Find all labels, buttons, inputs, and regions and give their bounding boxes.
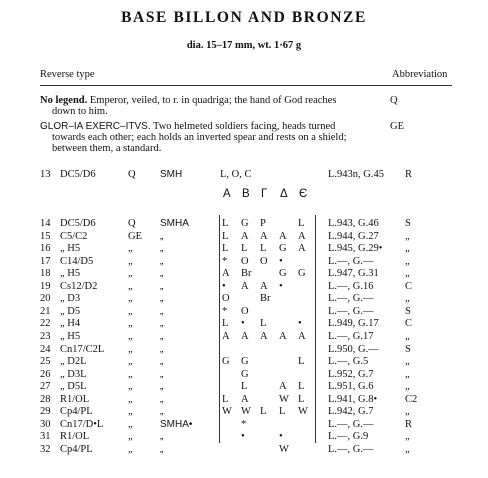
row-officina-mark: W <box>298 406 308 418</box>
row-bust: Cn17/C2L <box>60 343 105 355</box>
row-bust: C5/C2 <box>60 230 88 242</box>
row-mintmark: „ <box>160 381 164 393</box>
row-reference: L.—, G.— <box>328 305 374 317</box>
row-abbreviation: „ <box>405 381 410 393</box>
row-bust: „ D5 <box>60 305 81 317</box>
row-officina-mark: G <box>279 268 287 280</box>
table-row <box>0 431 488 443</box>
row-abbreviation: S <box>405 218 411 229</box>
row-officina-mark: Br <box>260 293 271 305</box>
row-reference: L.947, G.31 <box>328 268 379 280</box>
row-mintmark: „ <box>160 330 164 342</box>
row-reference: L.942, G.7 <box>328 406 374 418</box>
row-mintmark: SMH <box>160 169 183 180</box>
row-officina-mark: A <box>298 330 306 342</box>
row-bust: DC5/D6 <box>60 169 96 180</box>
row-bust: „ D3 <box>60 293 81 305</box>
row-type: „ <box>128 393 133 405</box>
row-reference: L.—, G.17 <box>328 330 374 342</box>
table-row <box>0 356 488 368</box>
row-mintmark: „ <box>160 230 164 242</box>
row-officina-mark: W <box>222 406 232 418</box>
row-mintmark: „ <box>160 318 164 330</box>
row-abbreviation: „ <box>405 406 410 418</box>
row-type: „ <box>128 280 133 292</box>
row-reference: L.—, G.— <box>328 443 374 455</box>
row-bust: Cs12/D2 <box>60 280 98 292</box>
greek-header-beta: Β <box>242 188 250 200</box>
row-officina-mark: • <box>279 255 283 267</box>
row-officina-mark: G <box>241 218 249 229</box>
row-officina-mark: L <box>260 243 267 255</box>
row-abbreviation: S <box>405 305 411 317</box>
table-row <box>0 268 488 280</box>
row-number: 32 <box>40 443 51 455</box>
row-bust: „ D2L <box>60 356 87 368</box>
row-mintmark: „ <box>160 280 164 292</box>
row-reference: L.945, G.29• <box>328 243 383 255</box>
row-number: 28 <box>40 393 51 405</box>
row-officina-mark: • <box>279 280 283 292</box>
row-number: 27 <box>40 381 51 393</box>
legend-text: Emperor, veiled, to r. in quadriga; the hand of God reaches <box>87 95 337 106</box>
table-row <box>0 369 488 381</box>
row-bust: Cn17/D•L <box>60 418 104 430</box>
row-bust: „ H4 <box>60 318 81 330</box>
row-abbreviation: „ <box>405 255 410 267</box>
page-title: BASE BILLON AND BRONZE <box>121 9 367 26</box>
table-row <box>0 444 488 456</box>
row-reference: L.943n, G.45 <box>328 169 384 180</box>
table-row <box>0 394 488 406</box>
row-officina-mark: L <box>222 318 229 330</box>
row-mintmark: „ <box>160 368 164 380</box>
legend-text-cont: down to him. <box>52 106 108 117</box>
row-officina-mark: A <box>241 280 249 292</box>
row-officina-mark: * <box>241 418 247 430</box>
row-number: 19 <box>40 280 51 292</box>
row-officina-mark: A <box>241 330 249 342</box>
row-officina-mark: A <box>279 330 287 342</box>
row-number: 16 <box>40 243 51 255</box>
row-number: 18 <box>40 268 51 280</box>
legend-entry-glor-ia <box>40 121 385 154</box>
legend-abbr-q: Q <box>390 95 398 106</box>
row-reference: L.—, G.— <box>328 418 374 430</box>
greek-header-delta: Δ <box>280 188 288 200</box>
table-row <box>0 281 488 293</box>
row-bust: DC5/D6 <box>60 218 96 229</box>
row-officina-mark: W <box>279 443 289 455</box>
row-number: 30 <box>40 418 51 430</box>
row-reference: L.949, G.17 <box>328 318 379 330</box>
row-type: „ <box>128 431 133 443</box>
table-row <box>0 381 488 393</box>
table-row <box>0 306 488 318</box>
row-type: „ <box>128 293 133 305</box>
row-officina-mark: O <box>241 305 249 317</box>
legend-lead: No legend. <box>40 95 88 106</box>
row-mintmark: „ <box>160 393 164 405</box>
table-row <box>0 256 488 268</box>
row-officina-mark: L <box>222 243 229 255</box>
table-row <box>0 344 488 356</box>
row-officina-mark: A <box>260 330 268 342</box>
row-abbreviation: R <box>405 418 413 430</box>
row-abbreviation: „ <box>405 443 410 455</box>
row-abbreviation: C <box>405 318 413 330</box>
legend-text: Two helmeted soldiers facing, heads turned <box>150 121 336 132</box>
row-number: 26 <box>40 368 51 380</box>
row-mintmark: „ <box>160 406 164 418</box>
row-bust: Cp4/PL <box>60 443 93 455</box>
row-abbreviation: „ <box>405 243 410 255</box>
row-mintmark: „ <box>160 268 164 280</box>
row-number: 21 <box>40 305 51 317</box>
table-row <box>0 406 488 418</box>
header-rule <box>40 85 452 86</box>
row-bust: Cp4/PL <box>60 406 93 418</box>
row-type: „ <box>128 343 133 355</box>
row-mintmark: SMHA• <box>160 418 193 430</box>
row-officina-mark: Br <box>241 268 252 280</box>
table-row <box>0 231 488 243</box>
row-abbreviation: „ <box>405 356 410 368</box>
legend-text-cont: towards each other; each holds an inverted spear and rests on a shield; <box>52 132 347 143</box>
row-officina-mark: G <box>298 268 306 280</box>
row-officina-mark: P <box>260 218 266 229</box>
row-bust: R1/OL <box>60 393 90 405</box>
row-officina-mark: L <box>222 393 229 405</box>
row-mintmark: SMHA <box>160 218 189 229</box>
row-reference: L.941, G.8• <box>328 393 378 405</box>
row-reference: L.944, G.27 <box>328 230 379 242</box>
row-officina-mark: O <box>260 255 268 267</box>
row-officina-mark: A <box>260 230 268 242</box>
row-bust: „ H5 <box>60 330 81 342</box>
legend-text-cont: between them, a standard. <box>52 143 162 154</box>
row-type: „ <box>128 318 133 330</box>
row-reference: L.952, G.7 <box>328 368 374 380</box>
row-abbreviation: C2 <box>405 393 418 405</box>
page-subtitle: dia. 15–17 mm, wt. 1·67 g <box>186 40 302 51</box>
row-mintmark: „ <box>160 243 164 255</box>
column-header-reverse-type: Reverse type <box>40 69 95 80</box>
row-type: „ <box>128 268 133 280</box>
row-officina-mark: • <box>222 280 226 292</box>
row-abbreviation: „ <box>405 230 410 242</box>
row-mintmark: „ <box>160 431 164 443</box>
row-officina-mark: G <box>222 356 230 368</box>
row-abbreviation: R <box>405 169 413 180</box>
row-bust: „ H5 <box>60 243 81 255</box>
row-reference: L.—, G.— <box>328 293 374 305</box>
row-officina-mark: A <box>241 230 249 242</box>
row-officina-mark: L <box>298 218 305 229</box>
row-number: 14 <box>40 218 51 229</box>
row-officina-mark: • <box>279 431 283 443</box>
row-type: „ <box>128 330 133 342</box>
row-officina-mark: G <box>279 243 287 255</box>
row-officina-mark: W <box>279 393 289 405</box>
row-type: „ <box>128 418 133 430</box>
legend-lead: GLOR–IA EXERC–ITVS. <box>40 121 151 132</box>
row-abbreviation: „ <box>405 268 410 280</box>
row-officina-mark: L <box>241 381 248 393</box>
row-abbreviation: „ <box>405 368 410 380</box>
row-abbreviation: „ <box>405 431 410 443</box>
row-abbreviation: „ <box>405 330 410 342</box>
row-officina-mark: L <box>222 230 229 242</box>
greek-header-gamma: Γ <box>261 188 268 200</box>
row-type: GE <box>128 230 142 242</box>
row-reference: L.—, G.16 <box>328 280 374 292</box>
row-type: „ <box>128 368 133 380</box>
row-officina-mark: O <box>241 255 249 267</box>
row-type: Q <box>128 218 136 229</box>
row-officina-mark: L <box>260 318 267 330</box>
row-number: 22 <box>40 318 51 330</box>
row-mintmark: „ <box>160 293 164 305</box>
row-officina-mark: L <box>260 406 267 418</box>
row-officina-mark: A <box>260 280 268 292</box>
row-type: „ <box>128 381 133 393</box>
row-bust: C14/D5 <box>60 255 94 267</box>
row-type: „ <box>128 305 133 317</box>
row-bust: „ D3L <box>60 368 87 380</box>
row-officina-mark: * <box>222 305 228 317</box>
table-row <box>0 331 488 343</box>
row-number: 15 <box>40 230 51 242</box>
row-reference: L.943, G.46 <box>328 218 379 229</box>
row-officina-mark: O <box>222 293 230 305</box>
row-abbreviation: C <box>405 280 413 292</box>
row-officina: L, O, C <box>220 169 252 180</box>
row-officina-mark: G <box>241 368 249 380</box>
row-officina-mark: A <box>279 381 287 393</box>
row-officina-mark: W <box>241 406 251 418</box>
row-number: 25 <box>40 356 51 368</box>
row-officina-mark: A <box>222 330 230 342</box>
row-type: „ <box>128 356 133 368</box>
row-officina-mark: L <box>298 393 305 405</box>
row-officina-mark: • <box>241 431 245 443</box>
table-row <box>0 243 488 255</box>
row-bust: „ H5 <box>60 268 81 280</box>
row-bust: R1/OL <box>60 431 90 443</box>
row-officina-mark: L <box>298 356 305 368</box>
row-mintmark: „ <box>160 255 164 267</box>
row-reference: L.—, G.— <box>328 255 374 267</box>
legend-abbr-ge: GE <box>390 121 404 132</box>
row-mintmark: „ <box>160 356 164 368</box>
greek-header-epsilon: Є <box>299 188 308 200</box>
table-row <box>0 318 488 330</box>
row-officina-mark: A <box>298 230 306 242</box>
row-reference: L.—, G.9 <box>328 431 369 443</box>
row-officina-mark: L <box>222 218 229 229</box>
row-abbreviation: S <box>405 343 411 355</box>
row-officina-mark: A <box>241 393 249 405</box>
row-officina-mark: • <box>241 318 245 330</box>
row-number: 29 <box>40 406 51 418</box>
table-row <box>0 169 488 181</box>
row-abbreviation: „ <box>405 293 410 305</box>
row-mintmark: „ <box>160 443 164 455</box>
row-type: Q <box>128 169 136 180</box>
row-number: 13 <box>40 169 51 180</box>
row-number: 24 <box>40 343 51 355</box>
row-officina-mark: A <box>298 243 306 255</box>
row-number: 20 <box>40 293 51 305</box>
row-officina-mark: • <box>298 318 302 330</box>
row-reference: L.951, G.6 <box>328 381 374 393</box>
table-row <box>0 293 488 305</box>
row-officina-mark: A <box>222 268 230 280</box>
row-bust: „ D5L <box>60 381 87 393</box>
row-officina-mark: A <box>279 230 287 242</box>
greek-header-alpha: Α <box>223 188 231 200</box>
row-reference: L.950, G.— <box>328 343 379 355</box>
row-mintmark: „ <box>160 343 164 355</box>
row-officina-mark: G <box>241 356 249 368</box>
row-type: „ <box>128 255 133 267</box>
row-officina-mark: * <box>222 255 228 267</box>
row-number: 31 <box>40 431 51 443</box>
row-mintmark: „ <box>160 305 164 317</box>
row-type: „ <box>128 443 133 455</box>
row-officina-mark: L <box>298 381 305 393</box>
row-number: 23 <box>40 330 51 342</box>
row-type: „ <box>128 243 133 255</box>
legend-entry-no-legend <box>40 95 385 117</box>
row-number: 17 <box>40 255 51 267</box>
row-officina-mark: L <box>241 243 248 255</box>
row-type: „ <box>128 406 133 418</box>
row-reference: L.—, G.5 <box>328 356 369 368</box>
column-header-abbreviation: Abbreviation <box>392 69 448 80</box>
table-row <box>0 419 488 431</box>
table-row <box>0 218 488 230</box>
row-officina-mark: L <box>279 406 286 418</box>
